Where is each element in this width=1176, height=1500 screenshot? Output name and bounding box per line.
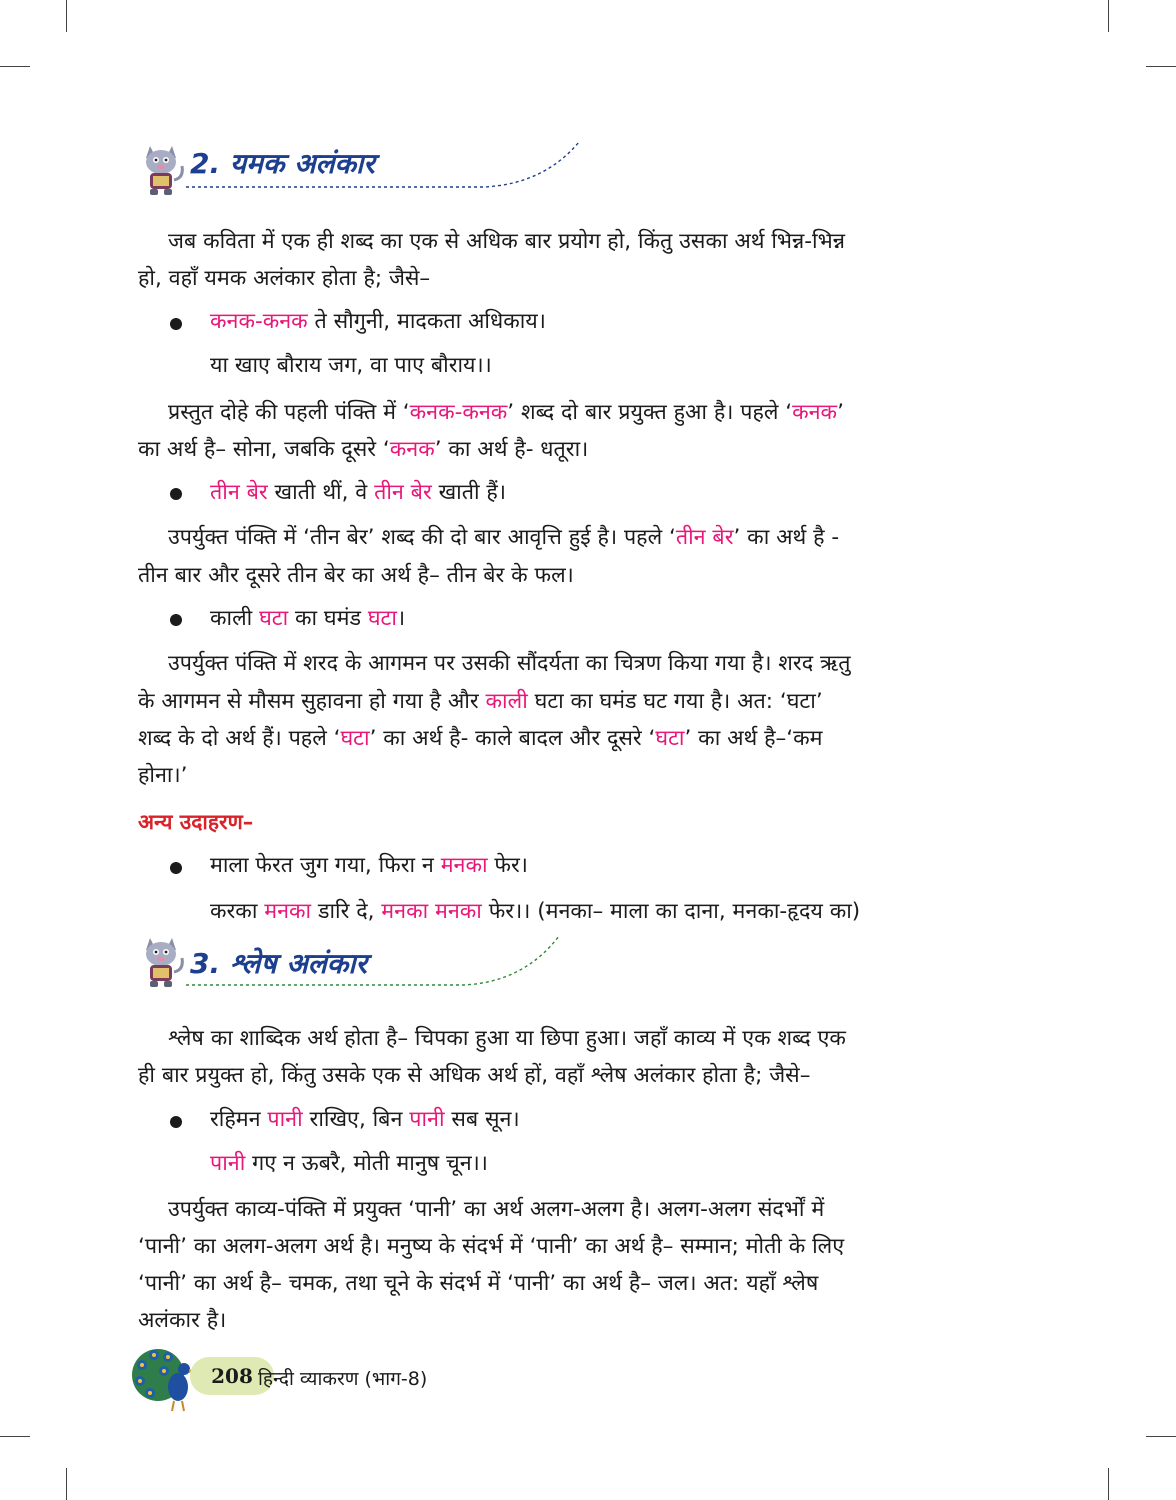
- text: शब्द के दो अर्थ हैं। पहले ‘: [138, 726, 341, 751]
- highlight-word: पानी: [210, 1151, 246, 1176]
- explanation-line: तीन बार और दूसरे तीन बेर का अर्थ है– तीन बेर के फल।: [138, 563, 574, 588]
- example-line: या खाए बौराय जग, वा पाए बौराय।।: [210, 353, 492, 378]
- text: खाती थीं, वे: [267, 480, 375, 505]
- bullet-icon: [170, 488, 182, 500]
- example-line: [210, 477, 506, 506]
- text: ’ शब्द दो बार प्रयुक्त हुआ है। पहले ‘: [507, 400, 793, 425]
- section-heading-shlesh: [138, 930, 558, 990]
- text: सब सून।: [444, 1107, 520, 1132]
- explanation-line: [168, 522, 839, 551]
- cat-mascot-icon: [138, 930, 188, 990]
- text: के आगमन से मौसम सुहावना हो गया है और: [138, 689, 486, 714]
- example-line: [210, 1148, 488, 1177]
- explanation-line: [138, 686, 823, 715]
- explanation-line: [138, 723, 822, 752]
- explanation-line: [168, 397, 844, 426]
- highlight-word: काली: [485, 689, 528, 714]
- crop-mark: [66, 1468, 67, 1500]
- highlight-word: घटा: [340, 726, 370, 751]
- crop-mark: [1108, 0, 1109, 32]
- text: घटा का घमंड घट गया है। अत: ‘घटा’: [527, 689, 823, 714]
- text: का अर्थ है– सोना, जबकि दूसरे ‘: [138, 437, 390, 462]
- text: रहिमन: [210, 1107, 268, 1132]
- highlight-word: मनका: [264, 899, 312, 924]
- bullet-icon: [170, 318, 182, 330]
- text: फेर।। (मनका– माला का दाना, मनका-हृदय का): [481, 899, 861, 924]
- text: ’ का अर्थ है- धतूरा।: [434, 437, 589, 462]
- highlight-word: पानी: [409, 1107, 445, 1132]
- intro-line: श्लेष का शाब्दिक अर्थ होता है– चिपका हुआ या छिपा हुआ। जहाँ काव्य में एक शब्द एक: [168, 1026, 846, 1051]
- highlight-word: कनक-कनक: [210, 309, 308, 334]
- text: खाती हैं।: [431, 480, 506, 505]
- highlight-word: घटा: [367, 606, 397, 631]
- text: ’ का अर्थ है–‘कम: [684, 726, 823, 751]
- example-line: [210, 306, 546, 335]
- example-line: [210, 850, 528, 879]
- text: डारि दे,: [311, 899, 382, 924]
- text: काली: [210, 606, 260, 631]
- example-text: ते सौगुनी, मादकता अधिकाय।: [307, 309, 546, 334]
- bullet-icon: [170, 614, 182, 626]
- highlight-word: मनका: [440, 853, 488, 878]
- explanation-line: ‘पानी’ का अलग-अलग अर्थ है। मनुष्य के संदर्भ में ‘पानी’ का अर्थ है– सम्मान; मोती के लिए: [138, 1234, 845, 1259]
- section-heading-yamak: [138, 138, 558, 198]
- highlight-word: कनक-कनक: [409, 400, 508, 425]
- intro-line: जब कविता में एक ही शब्द का एक से अधिक बार प्रयोग हो, किंतु उसका अर्थ भिन्न-भिन्न: [168, 229, 845, 254]
- cat-mascot-icon: [138, 138, 188, 198]
- section-title: 2. यमक अलंकार: [190, 147, 375, 180]
- highlight-word: घटा: [259, 606, 289, 631]
- example-line: [210, 603, 405, 632]
- page-footer: [128, 1345, 548, 1415]
- intro-line: ही बार प्रयुक्त हो, किंतु उसके एक से अधिक अर्थ हों, वहाँ श्लेष अलंकार होता है; जैसे–: [138, 1063, 811, 1088]
- explanation-line: होना।’: [138, 763, 188, 788]
- crop-mark: [1146, 66, 1176, 67]
- highlight-word: घटा: [655, 726, 685, 751]
- other-examples-heading: अन्य उदाहरण–: [138, 810, 254, 834]
- page-number: 208: [190, 1357, 274, 1395]
- highlight-word: कनक: [792, 400, 838, 425]
- highlight-word: मनका मनका: [381, 899, 482, 924]
- explanation-line: उपर्युक्त पंक्ति में शरद के आगमन पर उसकी सौंदर्यता का चित्रण किया गया है। शरद ऋतु: [168, 651, 851, 676]
- crop-mark: [1108, 1468, 1109, 1500]
- bullet-icon: [170, 1116, 182, 1128]
- text: फेर।: [487, 853, 528, 878]
- explanation-line: उपर्युक्त काव्य-पंक्ति में प्रयुक्त ‘पानी’ का अर्थ अलग-अलग है। अलग-अलग संदर्भों में: [168, 1197, 825, 1222]
- crop-mark: [1146, 1436, 1176, 1437]
- text: प्रस्तुत दोहे की पहली पंक्ति में ‘: [168, 400, 410, 425]
- highlight-word: कनक: [389, 437, 435, 462]
- text: करका: [210, 899, 265, 924]
- highlight-word: तीन बेर: [675, 525, 734, 550]
- text: माला फेरत जुग गया, फिरा न: [210, 853, 441, 878]
- explanation-line: अलंकार है।: [138, 1308, 227, 1333]
- example-line: [210, 1104, 520, 1133]
- text: का घमंड: [288, 606, 368, 631]
- text: उपर्युक्त पंक्ति में ‘तीन बेर’ शब्द की दो बार आवृत्ति हुई है। पहले ‘: [168, 525, 676, 550]
- book-title: हिन्दी व्याकरण (भाग-8): [258, 1368, 428, 1390]
- text: ’ का अर्थ है -: [733, 525, 840, 550]
- section-title: 3. श्लेष अलंकार: [190, 947, 367, 980]
- explanation-line: ‘पानी’ का अर्थ है– चमक, तथा चूने के संदर्भ में ‘पानी’ का अर्थ है– जल। अत: यहाँ श्लेष: [138, 1271, 819, 1296]
- explanation-line: [138, 434, 588, 463]
- example-line: [210, 896, 860, 925]
- highlight-word: तीन बेर: [210, 480, 268, 505]
- text: राखिए, बिन: [302, 1107, 410, 1132]
- highlight-word: पानी: [267, 1107, 303, 1132]
- highlight-word: तीन बेर: [374, 480, 432, 505]
- text: ।: [396, 606, 406, 631]
- text: ’: [837, 400, 844, 425]
- text: ’ का अर्थ है- काले बादल और दूसरे ‘: [369, 726, 656, 751]
- text: गए न ऊबरै, मोती मानुष चून।।: [245, 1151, 488, 1176]
- bullet-icon: [170, 862, 182, 874]
- crop-mark: [0, 66, 30, 67]
- crop-mark: [66, 0, 67, 32]
- crop-mark: [0, 1436, 30, 1437]
- intro-line: हो, वहाँ यमक अलंकार होता है; जैसे–: [138, 266, 431, 291]
